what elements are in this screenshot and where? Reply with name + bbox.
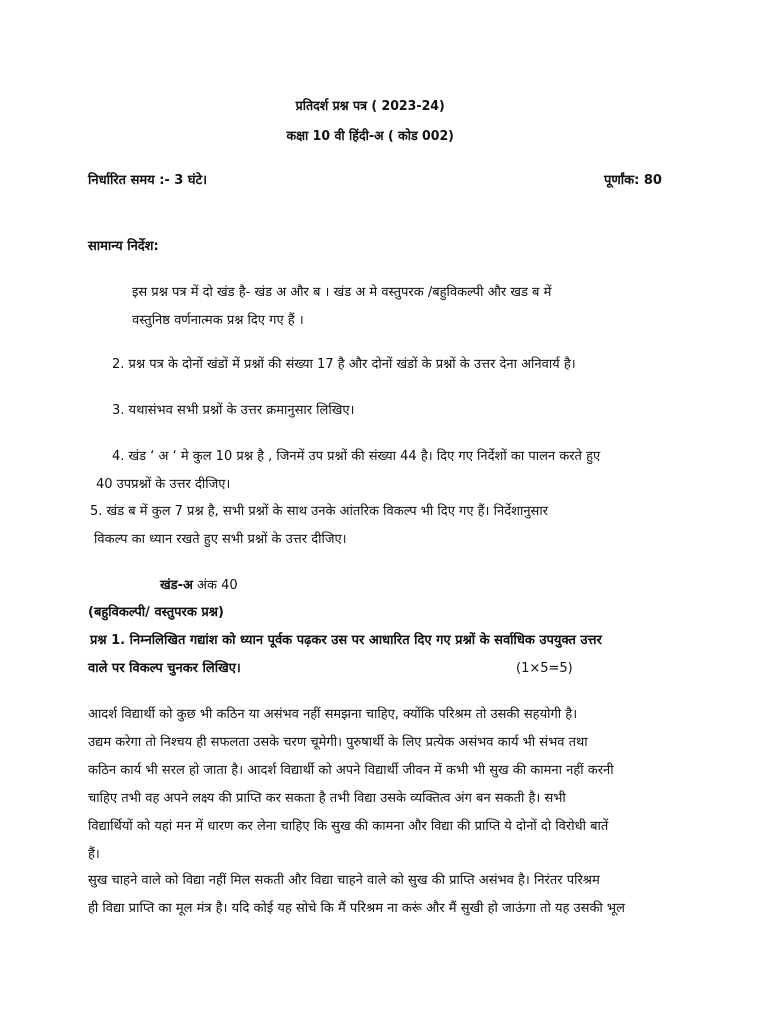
question-1-line-2: वाले पर विकल्प चुनकर लिखिए। xyxy=(88,661,241,676)
instruction-4-line-2: 40 उपप्रश्नों के उत्तर दीजिए। xyxy=(96,477,231,492)
section-title xyxy=(160,577,238,595)
passage-line: सुख चाहने वाले को विद्या नहीं मिल सकती और विद्या चाहने वाले को सुख की प्राप्ति असंभव है। निरंतर परिश्रम xyxy=(88,873,600,888)
section-title-marks: अंक 40 xyxy=(192,578,238,593)
instruction-1-line-1: इस प्रश्न पत्र में दो खंड है- खंड अ और ब । खंड अ मे वस्तुपरक /बहुविकल्पी और खड ब में xyxy=(132,285,552,300)
instructions-heading: सामान्य निर्देश: xyxy=(88,239,159,254)
passage-line: उद्यम करेगा तो निश्चय ही सफलता उसके चरण चूमेगी। पुरुषार्थी के लिए प्रत्येक असंभव कार्य भी संभव तथा xyxy=(88,735,588,750)
passage-line: हैं। xyxy=(88,847,100,862)
section-type: (बहुविकल्पी/ वस्तुपरक प्रश्न) xyxy=(88,605,224,620)
passage-line: ही विद्या प्राप्ति का मूल मंत्र है। यदि कोई यह सोचे कि मैं परिश्रम ना करूं और मैं सुखी हो जाऊंगा तो यह उसकी भूल xyxy=(88,901,625,916)
paper-title: प्रतिदर्श प्रश्न पत्र ( 2023-24) xyxy=(295,99,445,114)
passage-line: कठिन कार्य भी सरल हो जाता है। आदर्श विद्यार्थी को अपने विद्यार्थी जीवन में कभी भी सुख की कामना नहीं करनी xyxy=(88,763,614,778)
passage-line: आदर्श विद्यार्थी को कुछ भी कठिन या असंभव नहीं समझना चाहिए, क्योंकि परिश्रम तो उसकी सहयोगी है। xyxy=(88,707,578,722)
max-marks: पूर्णांक: 80 xyxy=(604,173,662,188)
instruction-5-line-1: 5. खंड ब में कुल 7 प्रश्न है, सभी प्रश्नों के साथ उनके आंतरिक विकल्प भी दिए गए हैं। निर्देशानुसार xyxy=(90,504,549,519)
instruction-5-line-2: विकल्प का ध्यान रखते हुए सभी प्रश्नों के उत्तर दीजिए। xyxy=(94,532,347,547)
time-allowed: निर्धारित समय :- 3 घंटे। xyxy=(88,173,208,188)
passage-line: चाहिए तभी वह अपने लक्ष्य की प्राप्ति कर सकता है तभी विद्या उसके व्यक्तित्व अंग बन सकती है। सभी xyxy=(88,791,566,806)
question-1-marks: (1×5=5) xyxy=(516,661,573,676)
paper-subtitle: कक्षा 10 वी हिंदी-अ ( कोड 002) xyxy=(286,129,454,144)
section-title-bold: खंड-अ xyxy=(160,578,193,593)
instruction-1-line-2: वस्तुनिष्ठ वर्णनात्मक प्रश्न दिए गए हैं । xyxy=(132,313,304,328)
instruction-2: 2. प्रश्न पत्र के दोनों खंडों में प्रश्नों की संख्या 17 है और दोनों खंडों के प्रश्नों के उत्तर देना अनिवार्य है। xyxy=(112,357,576,372)
question-1-line-1: प्रश्न 1. निम्नलिखित गद्यांश को ध्यान पूर्वक पढ़कर उस पर आधारित दिए गए प्रश्नों के सर्वाधिक उपयुक्त उत्तर xyxy=(90,633,602,648)
instruction-3: 3. यथासंभव सभी प्रश्नों के उत्तर क्रमानुसार लिखिए। xyxy=(112,403,355,418)
passage-line: विद्यार्थियों को यहां मन में धारण कर लेना चाहिए कि सुख की कामना और विद्या की प्राप्ति ये दोनों दो विरोधी बातें xyxy=(88,819,609,834)
instruction-4-line-1: 4. खंड ‘ अ ‘ मे कुल 10 प्रश्न है , जिनमें उप प्रश्नों की संख्या 44 है। दिए गए निर्देशों का पालन करते हुए xyxy=(112,449,601,464)
